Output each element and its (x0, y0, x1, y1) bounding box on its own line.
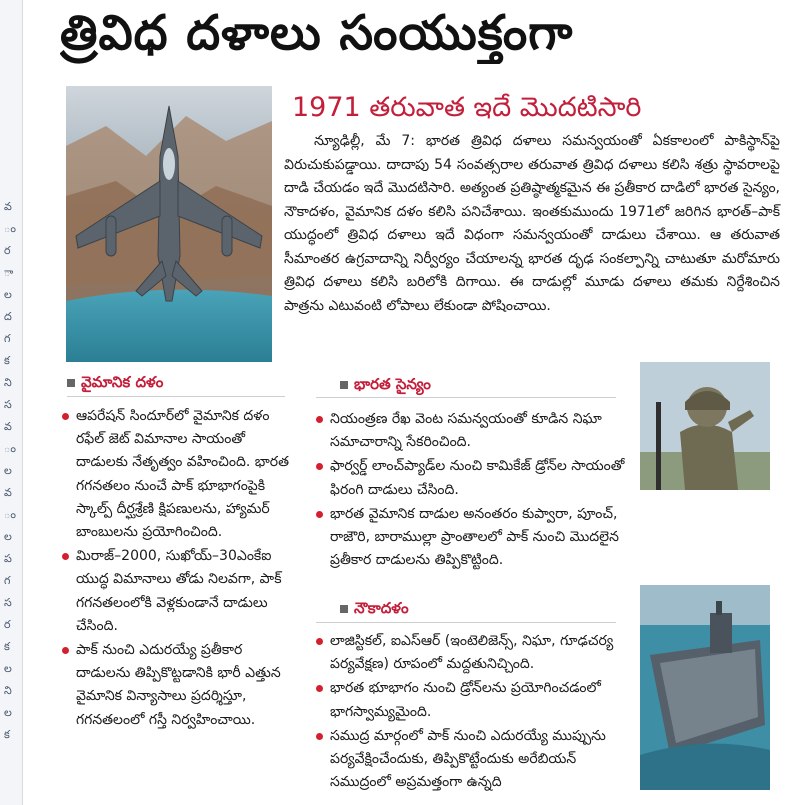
margin-glyph: వ (4, 420, 12, 433)
air-force-points (62, 405, 290, 733)
carrier-illustration (640, 585, 770, 790)
rafale-jet-photo (66, 86, 272, 362)
list-item: భారత భూభాగం నుంచి డ్రోన్‌లను ప్రయోగించడంలో భాగస్వామ్యమైంది. (316, 677, 636, 723)
army-heading-text: భారత సైన్యం (354, 375, 431, 393)
aircraft-carrier-photo (640, 585, 770, 790)
margin-glyph: ని (4, 376, 12, 389)
margin-glyph: స (4, 596, 12, 609)
soldier-illustration (640, 362, 770, 490)
margin-glyph: వ (4, 486, 12, 499)
margin-glyph: ప (4, 552, 12, 565)
margin-glyph: ర (4, 618, 11, 631)
margin-glyph: ల (4, 530, 12, 543)
navy-heading (340, 596, 590, 620)
list-item: లాజిస్టికల్‌, ఐఎస్‌ఆర్‌ (ఇంటెలిజెన్స్‌, నిఘా, గూఢచర్య పర్యవేక్షణ) రూపంలో మద్దతునిచ్చింది. (316, 630, 636, 676)
margin-glyph: ల (4, 662, 12, 675)
navy-points (316, 630, 636, 795)
list-item: మిరాజ్‌–2000, సుఖోయ్‌–30ఎంకేఐ యుద్ధ విమానాలు తోడు నిలవగా, పాక్‌ గగనతలంలోకి వెళ్లకుండానే దాడులు చేసింది. (62, 545, 290, 638)
lead-paragraph: న్యూఢిల్లీ, మే 7: భారత త్రివిధ దళాలు సమన్వయంతో ఏకకాలంలో పాకిస్థాన్‌పై విరుచుకుపడ్డాయి. దాదాపు 54 సంవత్సరాల తరువాత త్రివిధ దళాలు కలిసి శత్రు స్థావరాలపై దాడి చేయడం ఇదే మొదటిసారి. అత్యంత ప్రతిష్ఠాత్మకమైన ఈ ప్రతీకార దాడిలో భారత సైన్యం, నౌకాదళం, వైమానిక దళం కలిసి పనిచేశాయి. ఇంతకుముందు 1971లో జరిగిన భారత్‌–పాక్‌ యుద్ధంలో త్రివిధ దళాలు ఇదే విధంగా సమన్వయంతో దాడులు చేశాయి. ఆ తరువాత సీమాంతర ఉగ్రవాదాన్ని నిర్వీర్యం చేయాలన్న భారత దృఢ సంకల్పాన్ని చాటుతూ మరోమారు త్రివిధ దళాలు కలిసి బరిలోకి దిగాయి. ఈ దాడుల్లో మూడు దళాలు తమకు నిర్దేశించిన పాత్రను ఎటువంటి లోపాలు లేకుండా పోషించాయి. (284, 133, 780, 314)
soldier-photo (640, 362, 770, 490)
margin-glyph: గ (4, 332, 11, 345)
square-marker-icon (340, 381, 348, 389)
margin-glyph: ల (4, 288, 12, 301)
square-marker-icon (67, 379, 75, 387)
navy-heading-text: నౌకాదళం (354, 599, 409, 617)
adjacent-column-strip (0, 0, 23, 805)
margin-glyph: గ (4, 574, 11, 587)
air-force-heading-text: వైమానిక దళం (81, 373, 164, 391)
list-item: ఫార్వర్డ్‌ లాంచ్‌ప్యాడ్‌ల నుంచి కామికేజ్‌ డ్రోన్‌ల సాయంతో ఫిరంగి దాడులు చేసింది. (316, 455, 630, 501)
margin-glyph: ని (4, 684, 12, 697)
navy-heading-rule (316, 622, 616, 623)
margin-glyph: ద (4, 310, 12, 323)
air-force-heading-rule (67, 396, 285, 397)
headline: త్రివిధ దళాలు సంయుక్తంగా (60, 5, 574, 61)
margin-glyph: క (4, 640, 10, 653)
margin-glyph: ా (4, 266, 14, 279)
margin-glyph: క (4, 354, 10, 367)
margin-glyph: ం (4, 508, 16, 521)
list-item: పాక్‌ నుంచి ఎదురయ్యే ప్రతీకార దాడులను తిప్పికొట్టడానికి భారీ ఎత్తున వైమానిక విన్యాసాలు ప్రదర్శిస్తూ, గగనతలంలో గస్తీ నిర్వహించాయి. (62, 639, 290, 732)
subheadline: 1971 తరువాత ఇదే మొదటిసారి (292, 92, 642, 123)
list-item: సముద్ర మార్గంలో పాక్‌ నుంచి ఎదురయ్యే ముప్పును పర్యవేక్షించేందుకు, తిప్పికొట్టేందుకు అరేబియన్‌ సముద్రంలో అప్రమత్తంగా ఉన్నది (316, 725, 636, 795)
margin-glyph: క (4, 728, 10, 741)
margin-glyph: ల (4, 706, 12, 719)
margin-glyph: వ (4, 200, 12, 213)
army-heading-rule (316, 397, 616, 398)
margin-glyph: ం (4, 442, 16, 455)
army-points (316, 408, 630, 573)
list-item: ఆపరేషన్‌ సిందూర్‌లో వైమానిక దళం రఫేల్‌ జెట్‌ విమానాల సాయంతో దాడులకు నేతృత్వం వహించింది. భారత గగనతలం నుంచే పాక్‌ భూభాగంపైకి స్కాల్ప్‌ దీర్ఘశ్రేణి క్షిపణులను, హ్యామర్‌ బాంబులను ప్రయోగించింది. (62, 405, 290, 544)
list-item: నియంత్రణ రేఖ వెంట సమన్వయంతో కూడిన నిఘా సమాచారాన్ని సేకరించింది. (316, 408, 630, 454)
square-marker-icon (340, 605, 348, 613)
list-item: భారత వైమానిక దాడుల అనంతరం కుప్వారా, పూంచ్‌, రాజౌరి, బారాముల్లా ప్రాంతాలలో పాక్‌ నుంచి మొదలైన ప్రతీకార దాడులను తిప్పికొట్టింది. (316, 503, 630, 573)
air-force-heading (67, 370, 287, 394)
margin-glyph: ర (4, 244, 11, 257)
army-heading (340, 372, 590, 396)
margin-glyph: ం (4, 222, 16, 235)
margin-glyph: స (4, 398, 12, 411)
fighter-jet-illustration (66, 86, 272, 362)
margin-glyph: ల (4, 464, 12, 477)
